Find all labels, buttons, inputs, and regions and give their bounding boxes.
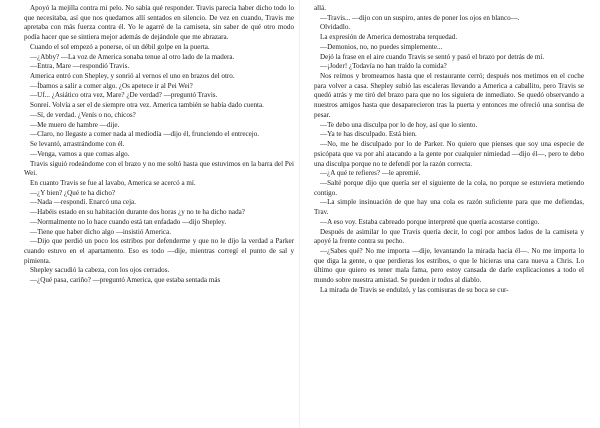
- paragraph: En cuanto Travis se fue al lavabo, America se acercó a mí.: [30, 178, 196, 187]
- paragraph: Sonreí. Volvía a ser el de siempre otra vez. America también se había dado cuenta.: [30, 101, 264, 110]
- paragraph: —Entra, Mare —respondió Travis.: [30, 62, 130, 71]
- paragraph: allá.: [314, 4, 327, 12]
- paragraph: —Sí, de verdad. ¿Venís o no, chicos?: [30, 110, 136, 119]
- paragraph: —Claro, no llegaste a comer nada al mediodía —dijo él, frunciendo el entrecejo.: [30, 130, 260, 139]
- paragraph: Apoyó la mejilla contra mi pelo. No sabía qué responder. Travis parecía haber dicho todo lo que necesitaba, así que nos quedamos allí sentados en silencio. De vez en cuando, Travis me apretaba con más fuerza contra él. Yo le agarré de la camiseta, sin saber de qué otro modo podía hacer que se sintiera mejor además de dejándole que me abrazara.: [24, 4, 294, 42]
- paragraph: —Íbamos a salir a comer algo. ¿Os apetece ir al Pei Wei?: [30, 81, 193, 90]
- paragraph: Olvidadlo.: [320, 23, 351, 32]
- paragraph: Después de asimilar lo que Travis quería decir, lo cogí por ambos lados de la camiseta y apoyé la frente contra su pecho.: [314, 227, 584, 246]
- paragraph: —¿Abby? —La voz de America sonaba tenue al otro lado de la madera.: [30, 52, 235, 61]
- paragraph: La mirada de Travis se endulzó, y las comisuras de su boca se cur-: [320, 285, 509, 294]
- paragraph: —Dijo que perdió un poco los estribos por defenderme y que no le dijo la verdad a Parker cuando estuvo en el apartamento. Eso es todo —dije, mientras corregí el punto de sal y pimienta.: [24, 237, 294, 265]
- paragraph: La expresión de America demostraba terquedad.: [320, 33, 458, 42]
- right-page: [300, 0, 600, 428]
- paragraph: —Te debo una disculpa por lo de hoy, así que lo siento.: [320, 120, 478, 129]
- paragraph: Cuando el sol empezó a ponerse, oí un débil golpe en la puerta.: [30, 42, 210, 51]
- paragraph: —Demonios, no, no puedes simplemente...: [320, 42, 443, 51]
- paragraph: Shepley sacudió la cabeza, con los ojos cerrados.: [30, 266, 170, 275]
- paragraph: Se levantó, arrastrándome con él.: [30, 140, 125, 149]
- paragraph: —¿Y bien? ¿Qué te ha dicho?: [30, 188, 116, 197]
- paragraph: —Salté porque dijo que quería ser el siguiente de la cola, no porque se estuviera metiendo contigo.: [314, 178, 584, 197]
- paragraph: America entró con Shepley, y sonrió al vernos el uno en brazos del otro.: [30, 72, 235, 81]
- paragraph: —¿Sabes qué? No me importa —dije, levantando la mirada hacia él—. No me importa lo que diga la gente, o que perdieras los estribos, o que le hicieras una cara nueva a Chris. Lo último que quiero es tener mala fama, pero estoy cansada de darle explicaciones a todo el mundo sobre nuestra amistad. Se pueden ir todos al diablo.: [314, 246, 584, 285]
- paragraph: —Me muero de hambre —dije.: [30, 120, 120, 129]
- paragraph: —No, me he disculpado por lo de Parker. No quiero que pienses que soy una especie de psicópata que va por ahí atacando a la gente por cualquier nimiedad —dijo él—, pero te debo una disculpa porque no te defendí por la razón correcta.: [314, 140, 584, 168]
- paragraph: Travis siguió rodeándome con el brazo y no me soltó hasta que estuvimos en la barra del Pei Wei.: [24, 159, 294, 178]
- paragraph: —Uf... ¿Asiático otra vez, Mare? ¿De verdad? —preguntó Travis.: [30, 91, 218, 100]
- paragraph: —Venga, vamos a que comas algo.: [30, 149, 130, 158]
- paragraph: —A eso voy. Estaba cabreado porque interpreté que quería acostarse contigo.: [320, 217, 540, 226]
- paragraph: —Habéis estado en su habitación durante dos horas ¿y no te ha dicho nada?: [30, 208, 245, 217]
- paragraph: Dejó la frase en el aire cuando Travis se sentó y pasó el brazo por detrás de mí.: [320, 52, 545, 61]
- paragraph: —Tiene que haber dicho algo —insistió America.: [30, 227, 171, 236]
- paragraph: —Normalmente no lo hace cuando está tan enfadado —dijo Shepley.: [30, 217, 227, 226]
- paragraph: —¿Qué pasa, cariño? —preguntó America, que estaba sentada más: [30, 276, 221, 285]
- paragraph: —¿A qué te refieres? —le apremié.: [320, 169, 421, 178]
- paragraph: —Ya te has disculpado. Está bien.: [320, 130, 417, 139]
- paragraph: —¡Joder! ¿Todavía no han traído la comida?: [320, 62, 447, 71]
- paragraph: —La simple insinuación de que hay una cola es razón suficiente para que me defiendas, Trav.: [314, 198, 584, 217]
- paragraph: —Travis... —dijo con un suspiro, antes de poner los ojos en blanco—.: [320, 13, 520, 22]
- paragraph: —Nada —respondí. Enarcó una ceja.: [30, 198, 136, 207]
- paragraph: Nos reímos y bromeamos hasta que el restaurante cerró; después nos metimos en el coche para volver a casa. Shepley subió las escaleras llevando a America a caballito, pero Travis se quedó atrás y me tiró del brazo para que no los siguiera de inmediato. Se quedó observando a nuestros amigos hasta que desaparecieron tras la puerta y entonces me ofreció una sonrisa de pesar.: [314, 72, 584, 119]
